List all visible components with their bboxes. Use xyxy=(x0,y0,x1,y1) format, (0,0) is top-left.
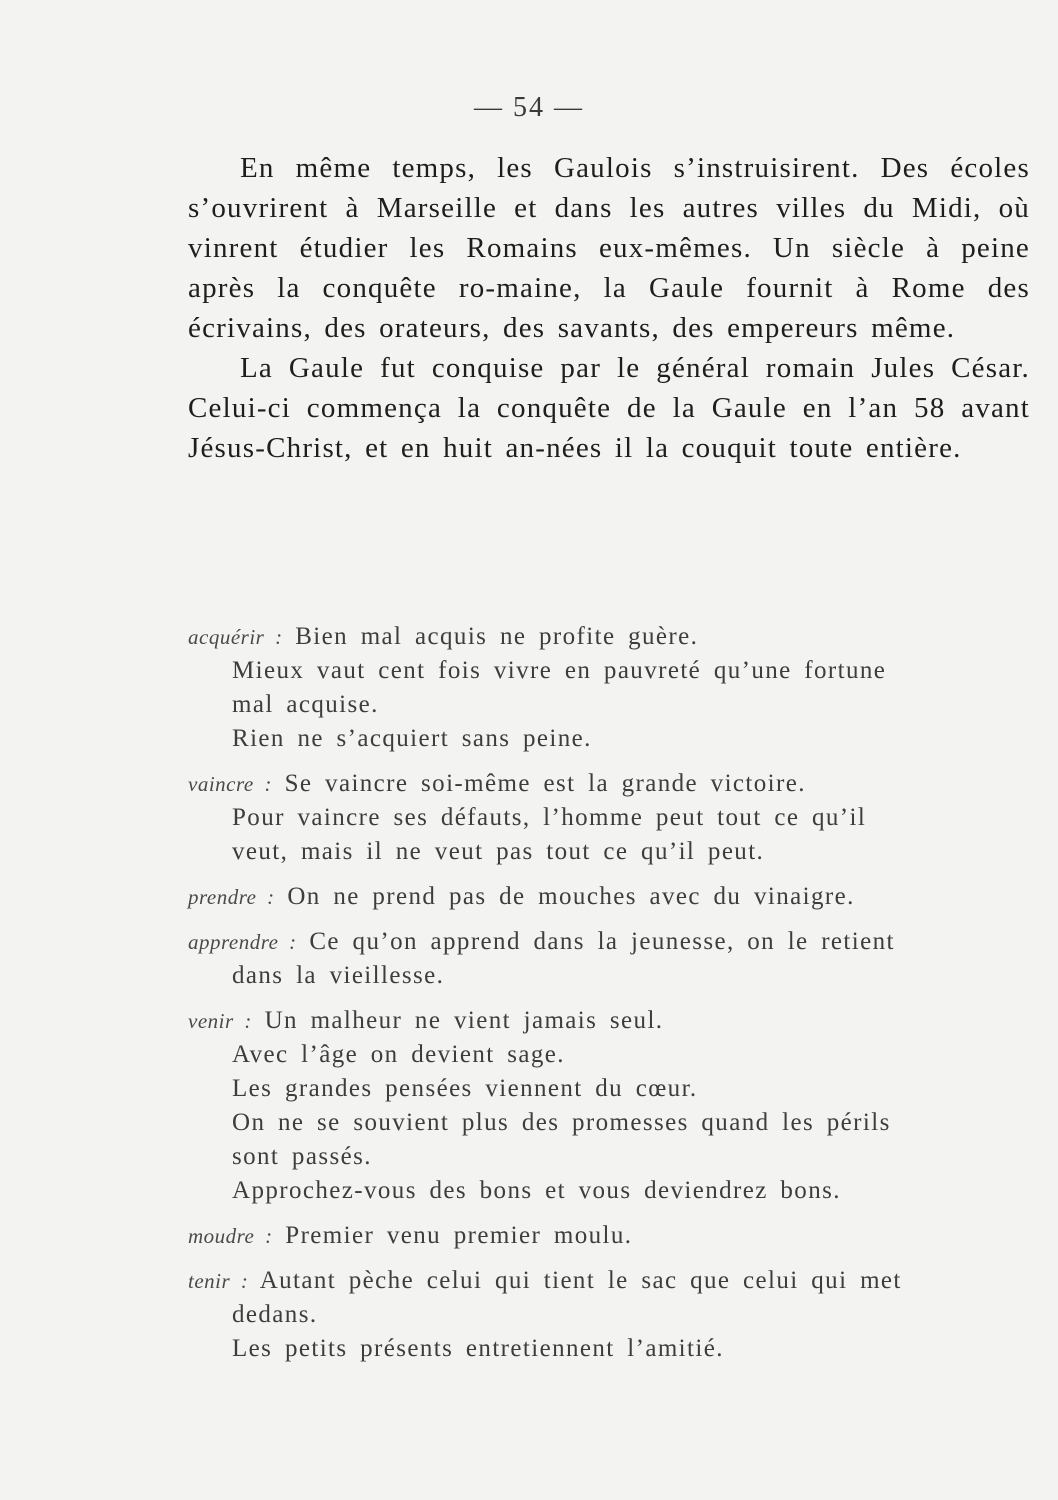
verb-label: prendre : xyxy=(188,885,275,909)
text-line: mêmes. Un siècle à peine après la conquête ro- xyxy=(188,232,1030,304)
page-number: — 54 — xyxy=(474,92,584,123)
body-text xyxy=(188,148,1030,468)
proverb-entry-vaincre xyxy=(188,767,1038,869)
proverb-sentence: Les grandes pensées viennent du cœur. xyxy=(232,1075,698,1102)
verb-label: tenir : xyxy=(188,1269,249,1293)
proverb-sentence: Mieux vaut cent fois vivre en pauvreté qu’une fortune xyxy=(232,657,887,684)
proverb-entry-moudre xyxy=(188,1219,1038,1253)
text-line: orateurs, des savants, des empereurs même. xyxy=(379,312,956,344)
text-line: En même temps, les Gaulois s’instruisirent. Des xyxy=(240,152,930,184)
text-line: écoles s’ouvrirent à Marseille et dans les autres xyxy=(188,152,1030,224)
proverb-sentence: Avec l’âge on devient sage. xyxy=(232,1041,565,1068)
text-line: Gaule en l’an 58 avant Jésus-Christ, et en huit an- xyxy=(188,392,1030,464)
proverb-sentence-continuation: dedans. xyxy=(232,1301,318,1328)
verb-label: acquérir : xyxy=(188,625,283,649)
proverb-sentence: Bien mal acquis ne profite guère. xyxy=(295,623,699,650)
proverb-entry-tenir xyxy=(188,1264,1038,1366)
proverb-sentence: Pour vaincre ses défauts, l’homme peut tout ce qu’il xyxy=(232,804,867,831)
proverb-sentence: Premier venu premier moulu. xyxy=(285,1222,633,1249)
proverb-entry-venir xyxy=(188,1004,1038,1208)
text-line: La Gaule fut conquise par le général romain xyxy=(240,352,856,384)
verb-label: apprendre : xyxy=(188,930,297,954)
proverb-entry-prendre xyxy=(188,880,1038,914)
text-line: villes du Midi, où vinrent étudier les Romains eux- xyxy=(188,192,1031,264)
proverb-sentence: Se vaincre soi-même est la grande victoire. xyxy=(284,770,806,797)
verb-label: venir : xyxy=(188,1009,252,1033)
proverb-sentence-continuation: mal acquise. xyxy=(232,691,379,718)
proverb-sentence: Rien ne s’acquiert sans peine. xyxy=(232,725,592,752)
proverb-sentence: Approchez-vous des bons et vous deviendrez bons. xyxy=(232,1177,841,1204)
paragraph xyxy=(188,148,1030,348)
proverb-sentence: Les petits présents entretiennent l’amitié. xyxy=(232,1335,724,1362)
proverb-sentence: On ne se souvient plus des promesses quand les périls xyxy=(232,1109,891,1136)
paragraph xyxy=(188,348,1030,468)
proverb-sentence: On ne prend pas de mouches avec du vinaigre. xyxy=(287,883,855,910)
text-line: maine, la Gaule fournit à Rome des écrivains, des xyxy=(188,272,1030,344)
proverb-sentence-continuation: dans la vieillesse. xyxy=(232,962,445,989)
proverb-list xyxy=(188,620,1038,1377)
text-line: nées il la couquit toute entière. xyxy=(546,432,962,464)
text-line: Jules César. Celui-ci commença la conquête de la xyxy=(188,352,1030,424)
proverb-entry-apprendre xyxy=(188,925,1038,993)
proverb-sentence: Autant pèche celui qui tient le sac que celui qui met xyxy=(259,1267,902,1294)
verb-label: vaincre : xyxy=(188,772,272,796)
proverb-entry-acquerir xyxy=(188,620,1038,756)
verb-label: moudre : xyxy=(188,1224,273,1248)
proverb-sentence: Un malheur ne vient jamais seul. xyxy=(264,1007,664,1034)
proverb-sentence: Ce qu’on apprend dans la jeunesse, on le retient xyxy=(309,928,895,955)
proverb-sentence-continuation: veut, mais il ne veut pas tout ce qu’il peut. xyxy=(232,838,765,865)
proverb-sentence-continuation: sont passés. xyxy=(232,1143,372,1170)
